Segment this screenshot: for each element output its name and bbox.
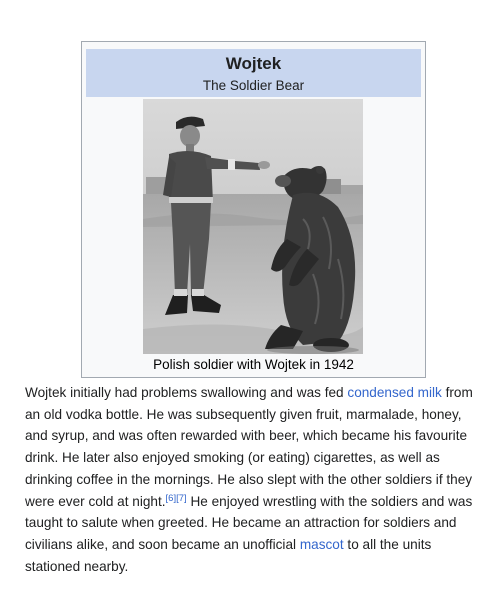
article-text: He enjoyed wrestling with the soldiers and was taught to salute when greeted. He became an attraction for soldiers and civilians alike, and soon became an unofficial (25, 493, 473, 552)
article-text: to all the units stationed nearby. (25, 536, 432, 574)
citation-link[interactable]: [6] (165, 492, 177, 504)
citation-7[interactable] (176, 493, 187, 504)
infobox-header (86, 49, 421, 97)
article-text: Wojtek initially had problems swallowing and was fed (25, 385, 348, 400)
infobox-image[interactable] (143, 99, 363, 354)
link-mascot[interactable]: mascot (299, 536, 344, 552)
infobox-subtitle: The Soldier Bear (202, 78, 305, 93)
citation-link[interactable]: [7] (176, 492, 187, 504)
article-paragraph (25, 382, 480, 577)
link-condensed-milk[interactable]: condensed milk (347, 385, 442, 400)
soldier-bear-photo (143, 99, 363, 354)
citation-6[interactable] (166, 493, 177, 504)
infobox (81, 41, 426, 378)
image-caption: Polish soldier with Wojtek in 1942 (153, 357, 354, 372)
infobox-title: Wojtek (225, 54, 282, 73)
article-text: from an old vodka bottle. He was subsequently given fruit, marmalade, honey, and syrup, and was often rewarded with beer, which became his favourite drink. He later also enjoyed smoking (or eating) cigarettes, as well as drinking coffee in the mornings. He also slept with the other soldiers if they were ever cold at night. (25, 385, 473, 509)
